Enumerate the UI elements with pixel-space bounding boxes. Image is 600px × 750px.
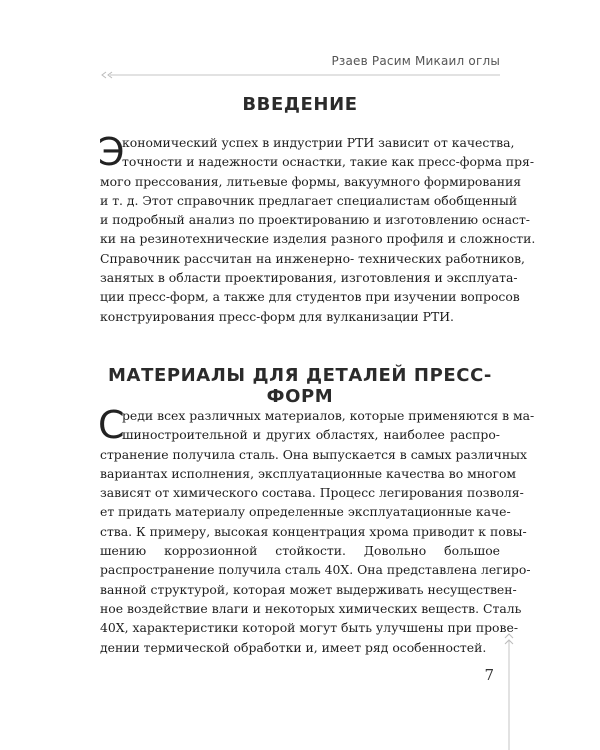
paragraph-line: и т. д. Этот справочник предлагает специалистам обобщенный xyxy=(100,192,518,208)
paragraph-line: занятых в области проектирования, изготовления и эксплуата- xyxy=(100,270,518,286)
materials-paragraph xyxy=(98,403,535,657)
paragraph-line: зависят от химического состава. Процесс легирования позволя- xyxy=(100,485,524,501)
paragraph-line: шению коррозионной стойкости. Довольно большое xyxy=(100,543,500,559)
paragraph-line: дении термической обработки и, имеет ряд особенностей. xyxy=(100,639,487,655)
page-number: 7 xyxy=(484,666,494,684)
paragraph-line: 40Х, характеристики которой могут быть улучшены при прове- xyxy=(100,620,519,636)
paragraph-line: странение получила сталь. Она выпускается в самых различных xyxy=(100,446,527,462)
introduction-paragraph xyxy=(98,130,536,326)
page-edge-rule xyxy=(503,632,515,750)
paragraph-line: ное воздействие влаги и некоторых химических веществ. Сталь xyxy=(100,600,522,616)
paragraph-line: мого прессования, литьевые формы, вакуумного формирования xyxy=(100,173,522,189)
paragraph-line: реди всех различных материалов, которые применяются в ма- xyxy=(122,408,535,423)
paragraph-line: ции пресс-форм, а также для студентов при изучении вопросов xyxy=(100,289,520,305)
paragraph-line: конструирования пресс-форм для вулканизации РТИ. xyxy=(100,308,454,324)
paragraph-line: вариантах исполнения, эксплуатационные качества во многом xyxy=(100,465,517,481)
paragraph-line: ванной структурой, которая может выдерживать несуществен- xyxy=(100,581,517,597)
section-title-materials: МАТЕРИАЛЫ ДЛЯ ДЕТАЛЕЙ ПРЕСС-ФОРМ xyxy=(108,365,492,407)
drop-cap-letter: С xyxy=(98,403,125,447)
running-header-author: Рзаев Расим Микаил оглы xyxy=(331,54,500,68)
paragraph-line: Справочник рассчитан на инженерно- технических работников, xyxy=(100,250,525,266)
paragraph-line: ет придать материалу определенные эксплуатационные каче- xyxy=(100,504,511,520)
header-rule xyxy=(100,71,500,79)
paragraph-line: кономический успех в индустрии РТИ зависит от качества, xyxy=(122,135,515,150)
drop-cap-letter: Э xyxy=(98,130,125,174)
paragraph-line: и подробный анализ по проектированию и изготовлению оснаст- xyxy=(100,212,530,228)
paragraph-line: распространение получила сталь 40Х. Она представлена легиро- xyxy=(100,562,531,578)
section-title-introduction: ВВЕДЕНИЕ xyxy=(242,94,358,115)
paragraph-line: точности и надежности оснастки, такие как пресс-форма пря- xyxy=(122,154,535,170)
paragraph-line: шиностроительной и других областях, наиболее распро- xyxy=(122,427,500,443)
paragraph-line: ки на резинотехнические изделия разного профиля и сложности. xyxy=(100,231,536,247)
paragraph-line: ства. К примеру, высокая концентрация хрома приводит к повы- xyxy=(100,523,527,539)
